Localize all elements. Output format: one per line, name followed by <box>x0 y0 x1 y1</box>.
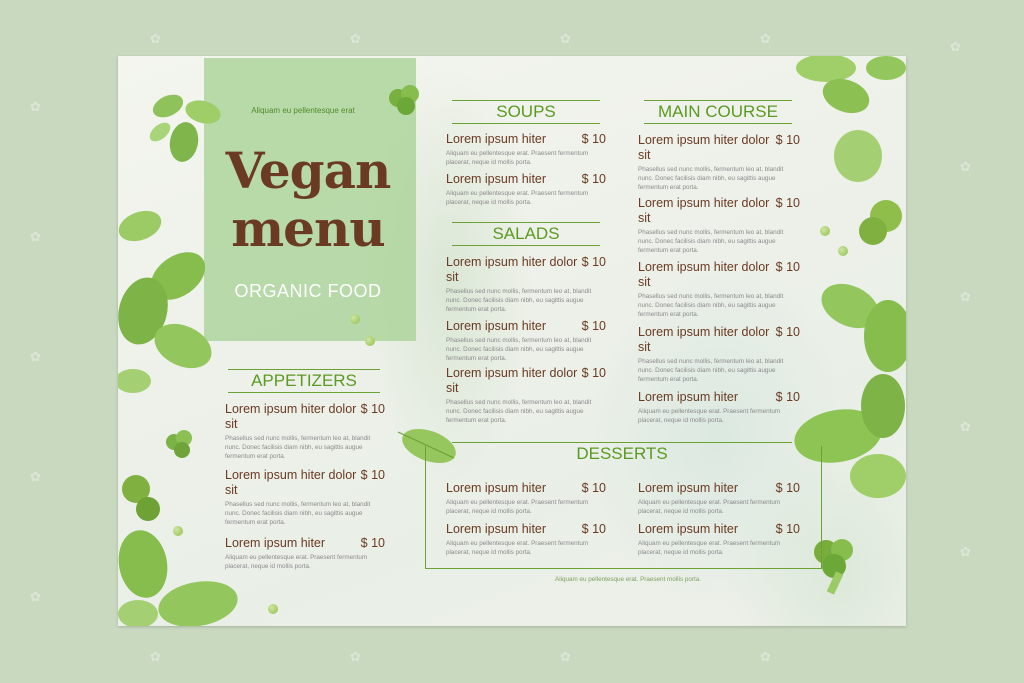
item-price: $ 10 <box>581 132 606 146</box>
item-description: Aliquam eu pellentesque erat. Praesent fermentum placerat, neque id mollis porta. <box>638 540 781 556</box>
menu-tagline: Aliquam eu pellentesque erat <box>251 106 355 115</box>
item-name: Lorem ipsum hiter <box>446 319 547 333</box>
item-price: $ 10 <box>360 468 385 482</box>
menu-item <box>446 366 606 425</box>
item-price: $ 10 <box>360 536 385 550</box>
parsley-illustration <box>380 78 430 123</box>
item-name: Lorem ipsum hiter dolor sit <box>225 468 357 497</box>
item-price: $ 10 <box>775 325 800 339</box>
item-name: Lorem ipsum hiter <box>446 132 547 146</box>
item-name: Lorem ipsum hiter dolor sit <box>638 133 770 162</box>
item-price: $ 10 <box>775 522 800 536</box>
menu-title-line2: menu <box>231 199 385 258</box>
item-name: Lorem ipsum hiter dolor sit <box>225 402 357 431</box>
menu-item <box>225 536 385 572</box>
item-name: Lorem ipsum hiter <box>446 481 547 495</box>
item-price: $ 10 <box>775 390 800 404</box>
item-price: $ 10 <box>775 196 800 210</box>
pea-icon <box>173 526 183 536</box>
basil-leaves-illustration-left <box>118 196 223 406</box>
item-description: Phasellus sed nunc mollis, fermentum leo at, blandit nunc. Donec facilisis diam nibh, eu sagittis augue fermentum erat porta. <box>638 229 784 254</box>
menu-item <box>225 402 385 461</box>
item-name: Lorem ipsum hiter <box>446 172 547 186</box>
menu-item <box>638 196 800 255</box>
item-name: Lorem ipsum hiter <box>638 481 739 495</box>
item-description: Phasellus sed nunc mollis, fermentum leo at, blandit nunc. Donec facilisis diam nibh, eu sagittis augue fermentum erat porta. <box>446 337 592 362</box>
item-name: Lorem ipsum hiter dolor sit <box>638 260 770 289</box>
item-price: $ 10 <box>775 133 800 147</box>
item-description: Aliquam eu pellentesque erat. Praesent fermentum placerat, neque id mollis porta. <box>446 150 589 166</box>
item-description: Aliquam eu pellentesque erat. Praesent fermentum placerat, neque id mollis porta. <box>446 499 589 515</box>
item-name: Lorem ipsum hiter <box>638 390 739 404</box>
item-price: $ 10 <box>581 366 606 380</box>
item-description: Phasellus sed nunc mollis, fermentum leo at, blandit nunc. Donec facilisis diam nibh, eu sagittis augue fermentum erat porta. <box>225 435 371 460</box>
item-price: $ 10 <box>581 255 606 269</box>
menu-item <box>638 390 800 426</box>
menu-footer-note: Aliquam eu pellentesque erat. Praesent mollis porta. <box>555 576 701 583</box>
item-name: Lorem ipsum hiter <box>638 522 739 536</box>
menu-card <box>118 56 906 626</box>
item-description: Phasellus sed nunc mollis, fermentum leo at, blandit nunc. Donec facilisis diam nibh, eu sagittis augue fermentum erat porta. <box>225 501 371 526</box>
menu-item <box>446 522 606 558</box>
item-description: Aliquam eu pellentesque erat. Praesent fermentum placerat, neque id mollis porta. <box>638 408 781 424</box>
soups-heading: SOUPS <box>452 100 600 124</box>
desserts-heading: DESSERTS <box>452 442 792 465</box>
menu-item <box>446 132 606 168</box>
item-description: Phasellus sed nunc mollis, fermentum leo at, blandit nunc. Donec facilisis diam nibh, eu sagittis augue fermentum erat porta. <box>638 358 784 383</box>
menu-item <box>638 481 800 517</box>
salads-heading: SALADS <box>452 222 600 246</box>
item-price: $ 10 <box>775 481 800 495</box>
basil-leaves-illustration-topleft <box>138 84 238 174</box>
menu-item <box>446 319 606 363</box>
pea-icon <box>350 314 360 324</box>
pea-icon <box>838 246 848 256</box>
item-price: $ 10 <box>360 402 385 416</box>
item-price: $ 10 <box>775 260 800 274</box>
item-description: Aliquam eu pellentesque erat. Praesent fermentum placerat, neque id mollis porta. <box>638 499 781 515</box>
menu-item <box>446 172 606 208</box>
menu-title <box>208 142 408 258</box>
item-price: $ 10 <box>581 319 606 333</box>
pea-icon <box>365 336 375 346</box>
menu-subtitle: ORGANIC FOOD <box>234 281 382 301</box>
parsley-illustration-small <box>160 424 200 464</box>
appetizers-heading: APPETIZERS <box>228 369 380 393</box>
item-description: Phasellus sed nunc mollis, fermentum leo at, blandit nunc. Donec facilisis diam nibh, eu sagittis augue fermentum erat porta. <box>638 293 784 318</box>
menu-item <box>638 260 800 319</box>
item-description: Phasellus sed nunc mollis, fermentum leo at, blandit nunc. Donec facilisis diam nibh, eu sagittis augue fermentum erat porta. <box>446 399 592 424</box>
item-name: Lorem ipsum hiter dolor sit <box>638 196 770 225</box>
menu-item <box>446 255 606 314</box>
menu-item <box>638 133 800 192</box>
menu-item <box>638 325 800 384</box>
menu-item <box>638 522 800 558</box>
pea-icon <box>268 604 278 614</box>
item-description: Phasellus sed nunc mollis, fermentum leo at, blandit nunc. Donec facilisis diam nibh, eu sagittis augue fermentum erat porta. <box>446 288 592 313</box>
item-price: $ 10 <box>581 172 606 186</box>
menu-title-line1: Vegan <box>225 141 391 200</box>
item-description: Aliquam eu pellentesque erat. Praesent fermentum placerat, neque id mollis porta. <box>446 540 589 556</box>
item-name: Lorem ipsum hiter dolor sit <box>446 255 578 284</box>
menu-item <box>446 481 606 517</box>
item-description: Phasellus sed nunc mollis, fermentum leo at, blandit nunc. Donec facilisis diam nibh, eu sagittis augue fermentum erat porta. <box>638 166 784 191</box>
item-name: Lorem ipsum hiter <box>225 536 326 550</box>
item-name: Lorem ipsum hiter dolor sit <box>638 325 770 354</box>
item-name: Lorem ipsum hiter dolor sit <box>446 366 578 395</box>
item-price: $ 10 <box>581 522 606 536</box>
main-course-heading: MAIN COURSE <box>644 100 792 124</box>
item-description: Aliquam eu pellentesque erat. Praesent fermentum placerat, neque id mollis porta. <box>446 190 589 206</box>
menu-item <box>225 468 385 527</box>
item-name: Lorem ipsum hiter <box>446 522 547 536</box>
item-price: $ 10 <box>581 481 606 495</box>
item-description: Aliquam eu pellentesque erat. Praesent fermentum placerat, neque id mollis porta. <box>225 554 368 570</box>
pea-icon <box>820 226 830 236</box>
